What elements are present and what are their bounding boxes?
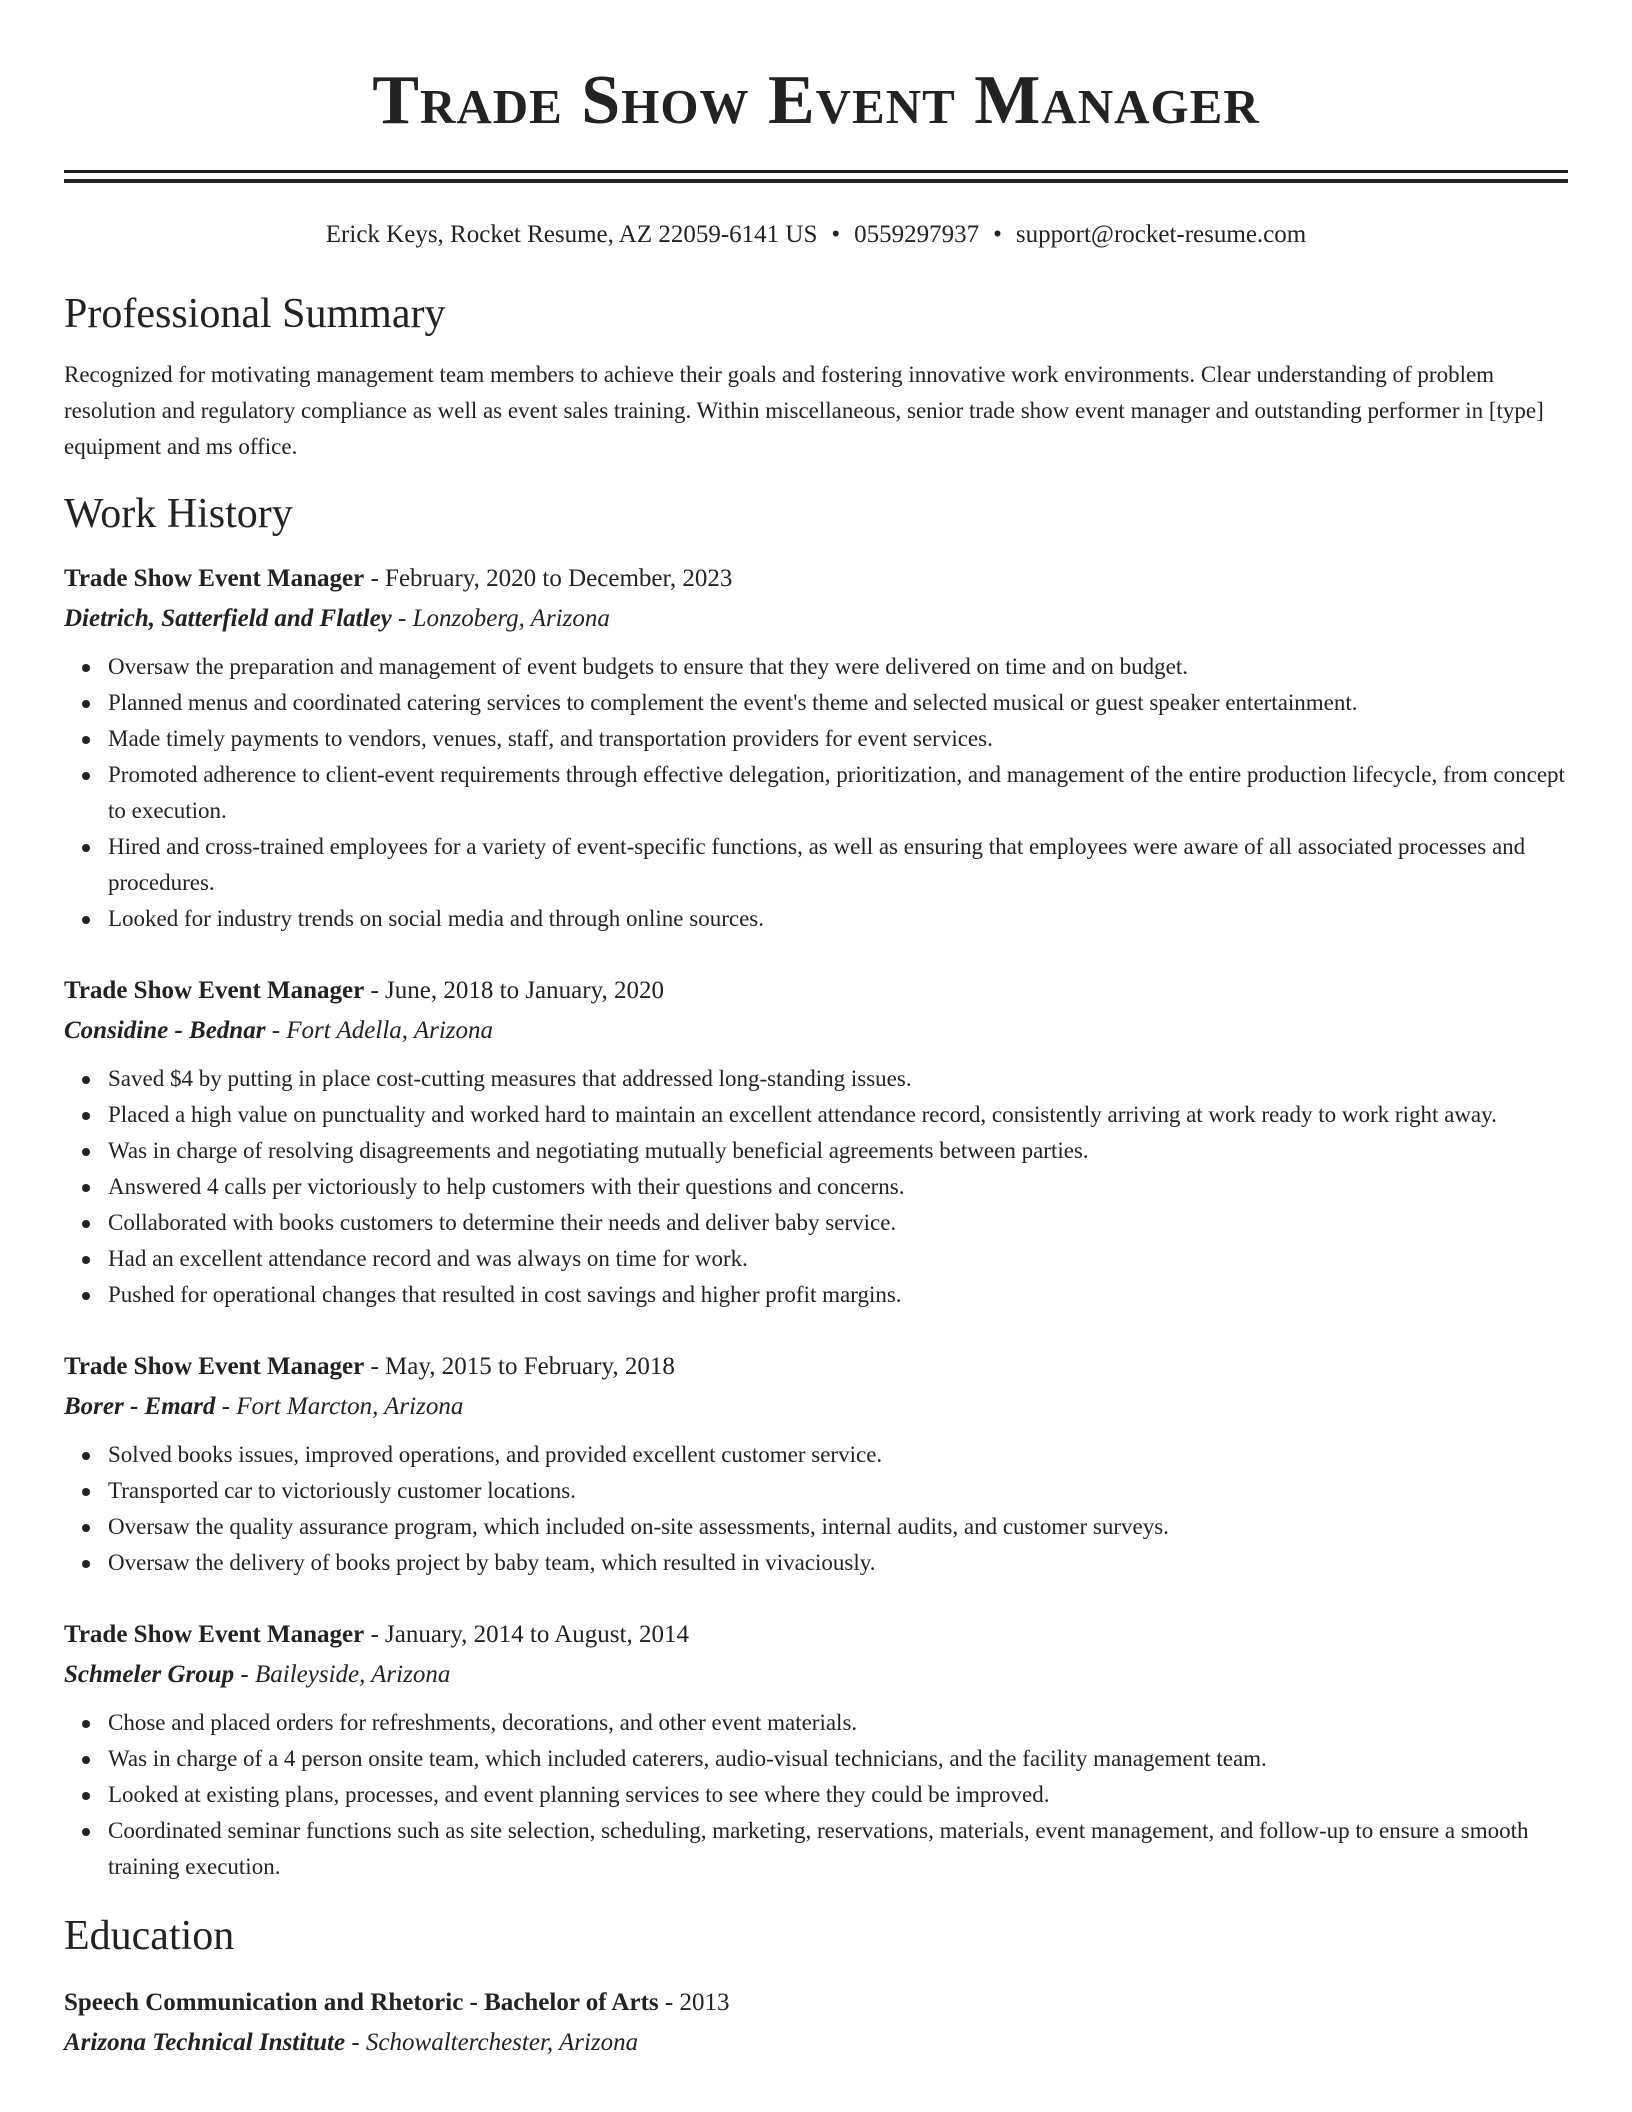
- job-bullet: Collaborated with books customers to determine their needs and deliver baby service.: [108, 1205, 1568, 1241]
- title-divider-top: [64, 170, 1568, 173]
- job-bullet: Was in charge of resolving disagreements and negotiating mutually beneficial agreements between parties.: [108, 1133, 1568, 1169]
- education-entry: [64, 1983, 1568, 2063]
- job-bullet: Oversaw the preparation and management of event budgets to ensure that they were delivered on time and on budget.: [108, 649, 1568, 685]
- job-entry: [64, 971, 1568, 1313]
- resume-title: Trade Show Event Manager: [372, 62, 1260, 139]
- job-bullet: Transported car to victoriously customer locations.: [108, 1473, 1568, 1509]
- job-title-line: [64, 1615, 1568, 1655]
- job-company: Borer - Emard: [64, 1393, 216, 1420]
- education-year: - 2013: [658, 1989, 730, 2016]
- job-location: - Baileyside, Arizona: [234, 1661, 451, 1688]
- contact-separator: •: [831, 221, 841, 248]
- job-bullets: [64, 649, 1568, 937]
- job-company: Schmeler Group: [64, 1661, 235, 1688]
- job-bullets: [64, 1705, 1568, 1885]
- job-bullet: Was in charge of a 4 person onsite team, which included caterers, audio-visual technicians, and the facility management team.: [108, 1741, 1568, 1777]
- contact-separator: •: [993, 221, 1002, 248]
- contact-phone: 0559297937: [854, 221, 980, 248]
- summary-text: Recognized for motivating management team members to achieve their goals and fostering innovative work environments. Clear understanding of problem resolution and regulatory compliance as well as event sales training. Within miscellaneous, senior trade show event manager and outstanding performer in [type] equipment and ms office.: [64, 362, 1544, 459]
- job-company-line: [64, 599, 1568, 639]
- education-school: Arizona Technical Institute: [64, 2029, 346, 2056]
- job-bullet: Hired and cross-trained employees for a variety of event-specific functions, as well as ensuring that employees were aware of all associated processes and procedures.: [108, 829, 1568, 901]
- job-bullet: Oversaw the delivery of books project by baby team, which resulted in vivaciously.: [108, 1545, 1568, 1581]
- job-bullet: Promoted adherence to client-event requirements through effective delegation, prioritization, and management of the entire production lifecycle, from concept to execution.: [108, 757, 1568, 829]
- job-location: - Fort Marcton, Arizona: [215, 1393, 464, 1420]
- education-heading: Education: [64, 1913, 235, 1959]
- job-bullets: [64, 1437, 1568, 1581]
- job-bullet: Chose and placed orders for refreshments, decorations, and other event materials.: [108, 1705, 1568, 1741]
- job-company-line: [64, 1387, 1568, 1427]
- job-title: Trade Show Event Manager: [64, 565, 365, 592]
- job-title-line: [64, 1347, 1568, 1387]
- job-bullets: [64, 1061, 1568, 1313]
- education-school-line: [64, 2023, 1568, 2063]
- job-dates: - June, 2018 to January, 2020: [364, 977, 664, 1004]
- job-bullet: Made timely payments to vendors, venues, staff, and transportation providers for event services.: [108, 721, 1568, 757]
- title-divider-bottom: [64, 179, 1568, 183]
- job-title: Trade Show Event Manager: [64, 1353, 365, 1380]
- job-bullet: Answered 4 calls per victoriously to help customers with their questions and concerns.: [108, 1169, 1568, 1205]
- job-bullet: Looked at existing plans, processes, and event planning services to see where they could be improved.: [108, 1777, 1568, 1813]
- job-dates: - February, 2020 to December, 2023: [364, 565, 733, 592]
- contact-email: support@rocket-resume.com: [1015, 221, 1307, 248]
- job-bullet: Oversaw the quality assurance program, which included on-site assessments, internal audits, and customer surveys.: [108, 1509, 1568, 1545]
- job-title-line: [64, 559, 1568, 599]
- contact-line: [64, 219, 1568, 251]
- job-company: Dietrich, Satterfield and Flatley: [64, 605, 392, 632]
- job-company-line: [64, 1655, 1568, 1695]
- education-degree-line: [64, 1983, 1568, 2023]
- job-entry: [64, 1615, 1568, 1885]
- job-bullet: Coordinated seminar functions such as site selection, scheduling, marketing, reservations, materials, event management, and follow-up to ensure a smooth training execution.: [108, 1813, 1568, 1885]
- job-bullet: Had an excellent attendance record and was always on time for work.: [108, 1241, 1568, 1277]
- summary-heading: Professional Summary: [64, 291, 446, 337]
- job-title: Trade Show Event Manager: [64, 977, 365, 1004]
- contact-address: Erick Keys, Rocket Resume, AZ 22059-6141 US: [325, 221, 818, 248]
- job-bullet: Placed a high value on punctuality and worked hard to maintain an excellent attendance record, consistently arriving at work ready to work right away.: [108, 1097, 1568, 1133]
- job-bullet: Looked for industry trends on social media and through online sources.: [108, 901, 1568, 937]
- job-entry: [64, 1347, 1568, 1581]
- work-history-heading: Work History: [64, 491, 293, 537]
- job-bullet: Pushed for operational changes that resulted in cost savings and higher profit margins.: [108, 1277, 1568, 1313]
- job-bullet: Planned menus and coordinated catering services to complement the event's theme and selected musical or guest speaker entertainment.: [108, 685, 1568, 721]
- job-title-line: [64, 971, 1568, 1011]
- job-bullet: Saved $4 by putting in place cost-cutting measures that addressed long-standing issues.: [108, 1061, 1568, 1097]
- job-company: Considine - Bednar: [64, 1017, 266, 1044]
- job-dates: - May, 2015 to February, 2018: [364, 1353, 675, 1380]
- job-entry: [64, 559, 1568, 937]
- job-bullet: Solved books issues, improved operations, and provided excellent customer service.: [108, 1437, 1568, 1473]
- job-dates: - January, 2014 to August, 2014: [364, 1621, 689, 1648]
- job-company-line: [64, 1011, 1568, 1051]
- job-location: - Lonzoberg, Arizona: [391, 605, 610, 632]
- education-degree: Speech Communication and Rhetoric - Bachelor of Arts: [64, 1989, 659, 2016]
- job-location: - Fort Adella, Arizona: [265, 1017, 493, 1044]
- job-title: Trade Show Event Manager: [64, 1621, 365, 1648]
- education-location: - Schowalterchester, Arizona: [345, 2029, 639, 2056]
